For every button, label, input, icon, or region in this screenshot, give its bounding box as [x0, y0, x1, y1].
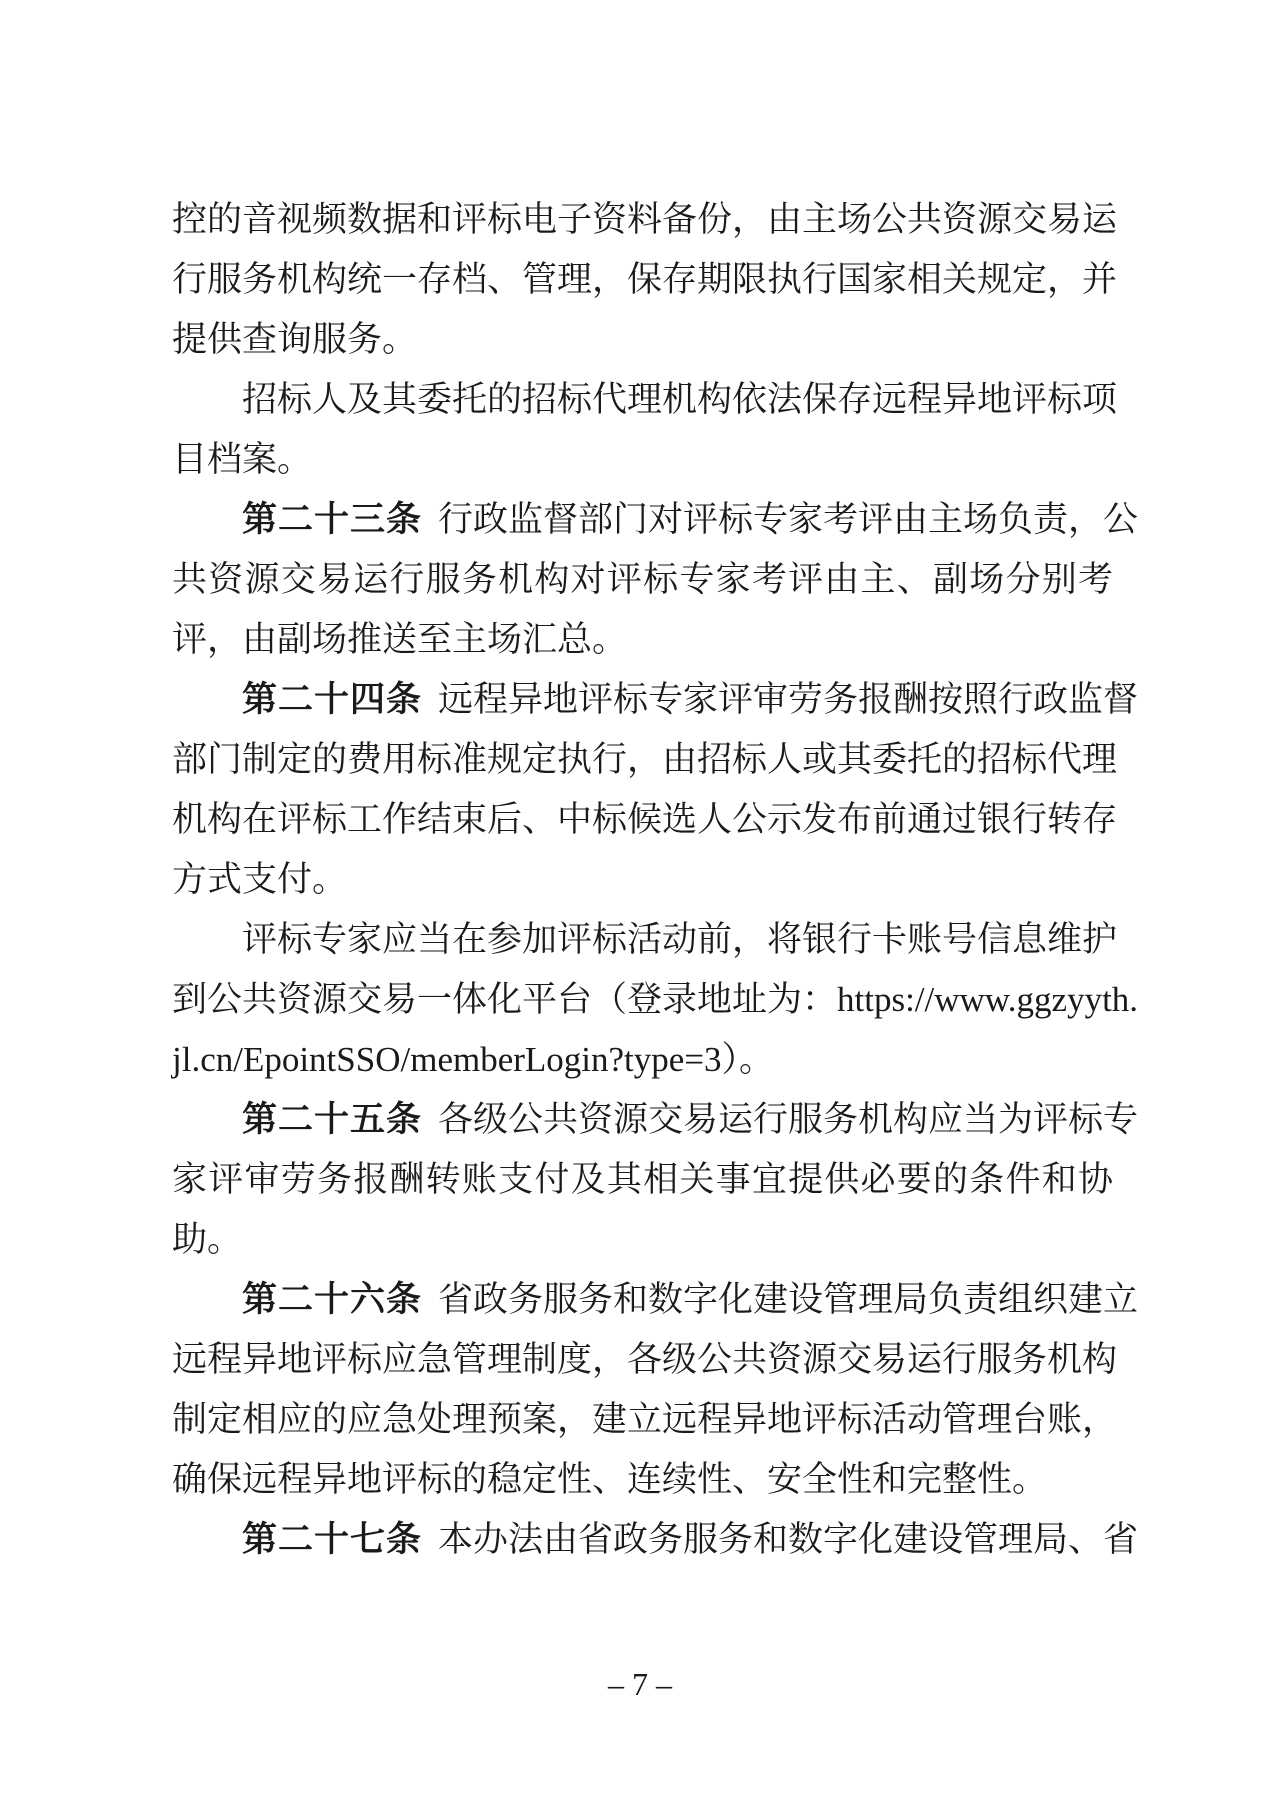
line-text: 行政监督部门对评标专家考评由主场负责，公: [438, 500, 1139, 539]
url-text: jl.cn/EpointSSO/memberLogin?type=3）。: [172, 1040, 775, 1079]
line-text: 确保远程异地评标的稳定性、连续性、安全性和完整性。: [172, 1460, 1048, 1499]
text-line: [172, 190, 1118, 250]
line-text: 评标专家应当在参加评标活动前，将银行卡账号信息维护: [242, 920, 1118, 959]
text-line: [172, 250, 1118, 310]
text-line: [172, 310, 1113, 370]
line-text: 省政务服务和数字化建设管理局负责组织建立: [438, 1280, 1139, 1319]
text-line: [172, 610, 1113, 670]
line-text: 共资源交易运行服务机构对评标专家考评由主、副场分别考: [172, 560, 1113, 599]
text-line-article-23: [172, 490, 1139, 550]
text-line-article-25: [172, 1090, 1139, 1150]
text-line-url: [172, 1030, 1113, 1090]
text-line: [172, 1330, 1118, 1390]
text-line: [172, 1150, 1113, 1210]
line-text: 控的音视频数据和评标电子资料备份，由主场公共资源交易运: [172, 200, 1118, 239]
article-heading: 第二十四条: [242, 680, 423, 719]
line-text: 制定相应的应急处理预案，建立远程异地评标活动管理台账，: [172, 1400, 1118, 1439]
line-text: 提供查询服务。: [172, 320, 418, 359]
article-heading: 第二十七条: [242, 1520, 423, 1559]
text-line: [172, 550, 1113, 610]
line-text: 到公共资源交易一体化平台（登录地址为：https://www.ggzyyth.: [172, 980, 1139, 1019]
text-line-article-26: [172, 1270, 1139, 1330]
text-line: [172, 1390, 1118, 1450]
text-line: [172, 430, 1113, 490]
text-line: [172, 970, 1139, 1030]
line-text: 本办法由省政务服务和数字化建设管理局、省: [438, 1520, 1139, 1559]
line-text: 招标人及其委托的招标代理机构依法保存远程异地评标项: [242, 380, 1118, 419]
page-number: – 7 –: [608, 1666, 672, 1702]
article-heading: 第二十三条: [242, 500, 423, 539]
line-text: 远程异地评标应急管理制度，各级公共资源交易运行服务机构: [172, 1340, 1118, 1379]
text-line-article-27: [172, 1510, 1139, 1570]
line-text: 机构在评标工作结束后、中标候选人公示发布前通过银行转存: [172, 800, 1118, 839]
text-line-article-24: [172, 670, 1139, 730]
line-text: 家评审劳务报酬转账支付及其相关事宜提供必要的条件和协: [172, 1160, 1113, 1199]
document-body: [172, 190, 1139, 1570]
text-line: [172, 1450, 1113, 1510]
text-line: [172, 370, 1118, 430]
line-text: 助。: [172, 1220, 243, 1259]
line-text: 部门制定的费用标准规定执行，由招标人或其委托的招标代理: [172, 740, 1118, 779]
article-heading: 第二十五条: [242, 1100, 423, 1139]
text-line: [172, 790, 1118, 850]
text-line: [172, 850, 1113, 910]
line-text: 目档案。: [172, 440, 313, 479]
line-text: 方式支付。: [172, 860, 348, 899]
line-text: 行服务机构统一存档、管理，保存期限执行国家相关规定，并: [172, 260, 1118, 299]
text-line: [172, 730, 1118, 790]
line-text: 评，由副场推送至主场汇总。: [172, 620, 628, 659]
line-text: 远程异地评标专家评审劳务报酬按照行政监督: [438, 680, 1139, 719]
line-text: 各级公共资源交易运行服务机构应当为评标专: [438, 1100, 1139, 1139]
article-heading: 第二十六条: [242, 1280, 423, 1319]
text-line: [172, 1210, 1113, 1270]
text-line: [172, 910, 1118, 970]
